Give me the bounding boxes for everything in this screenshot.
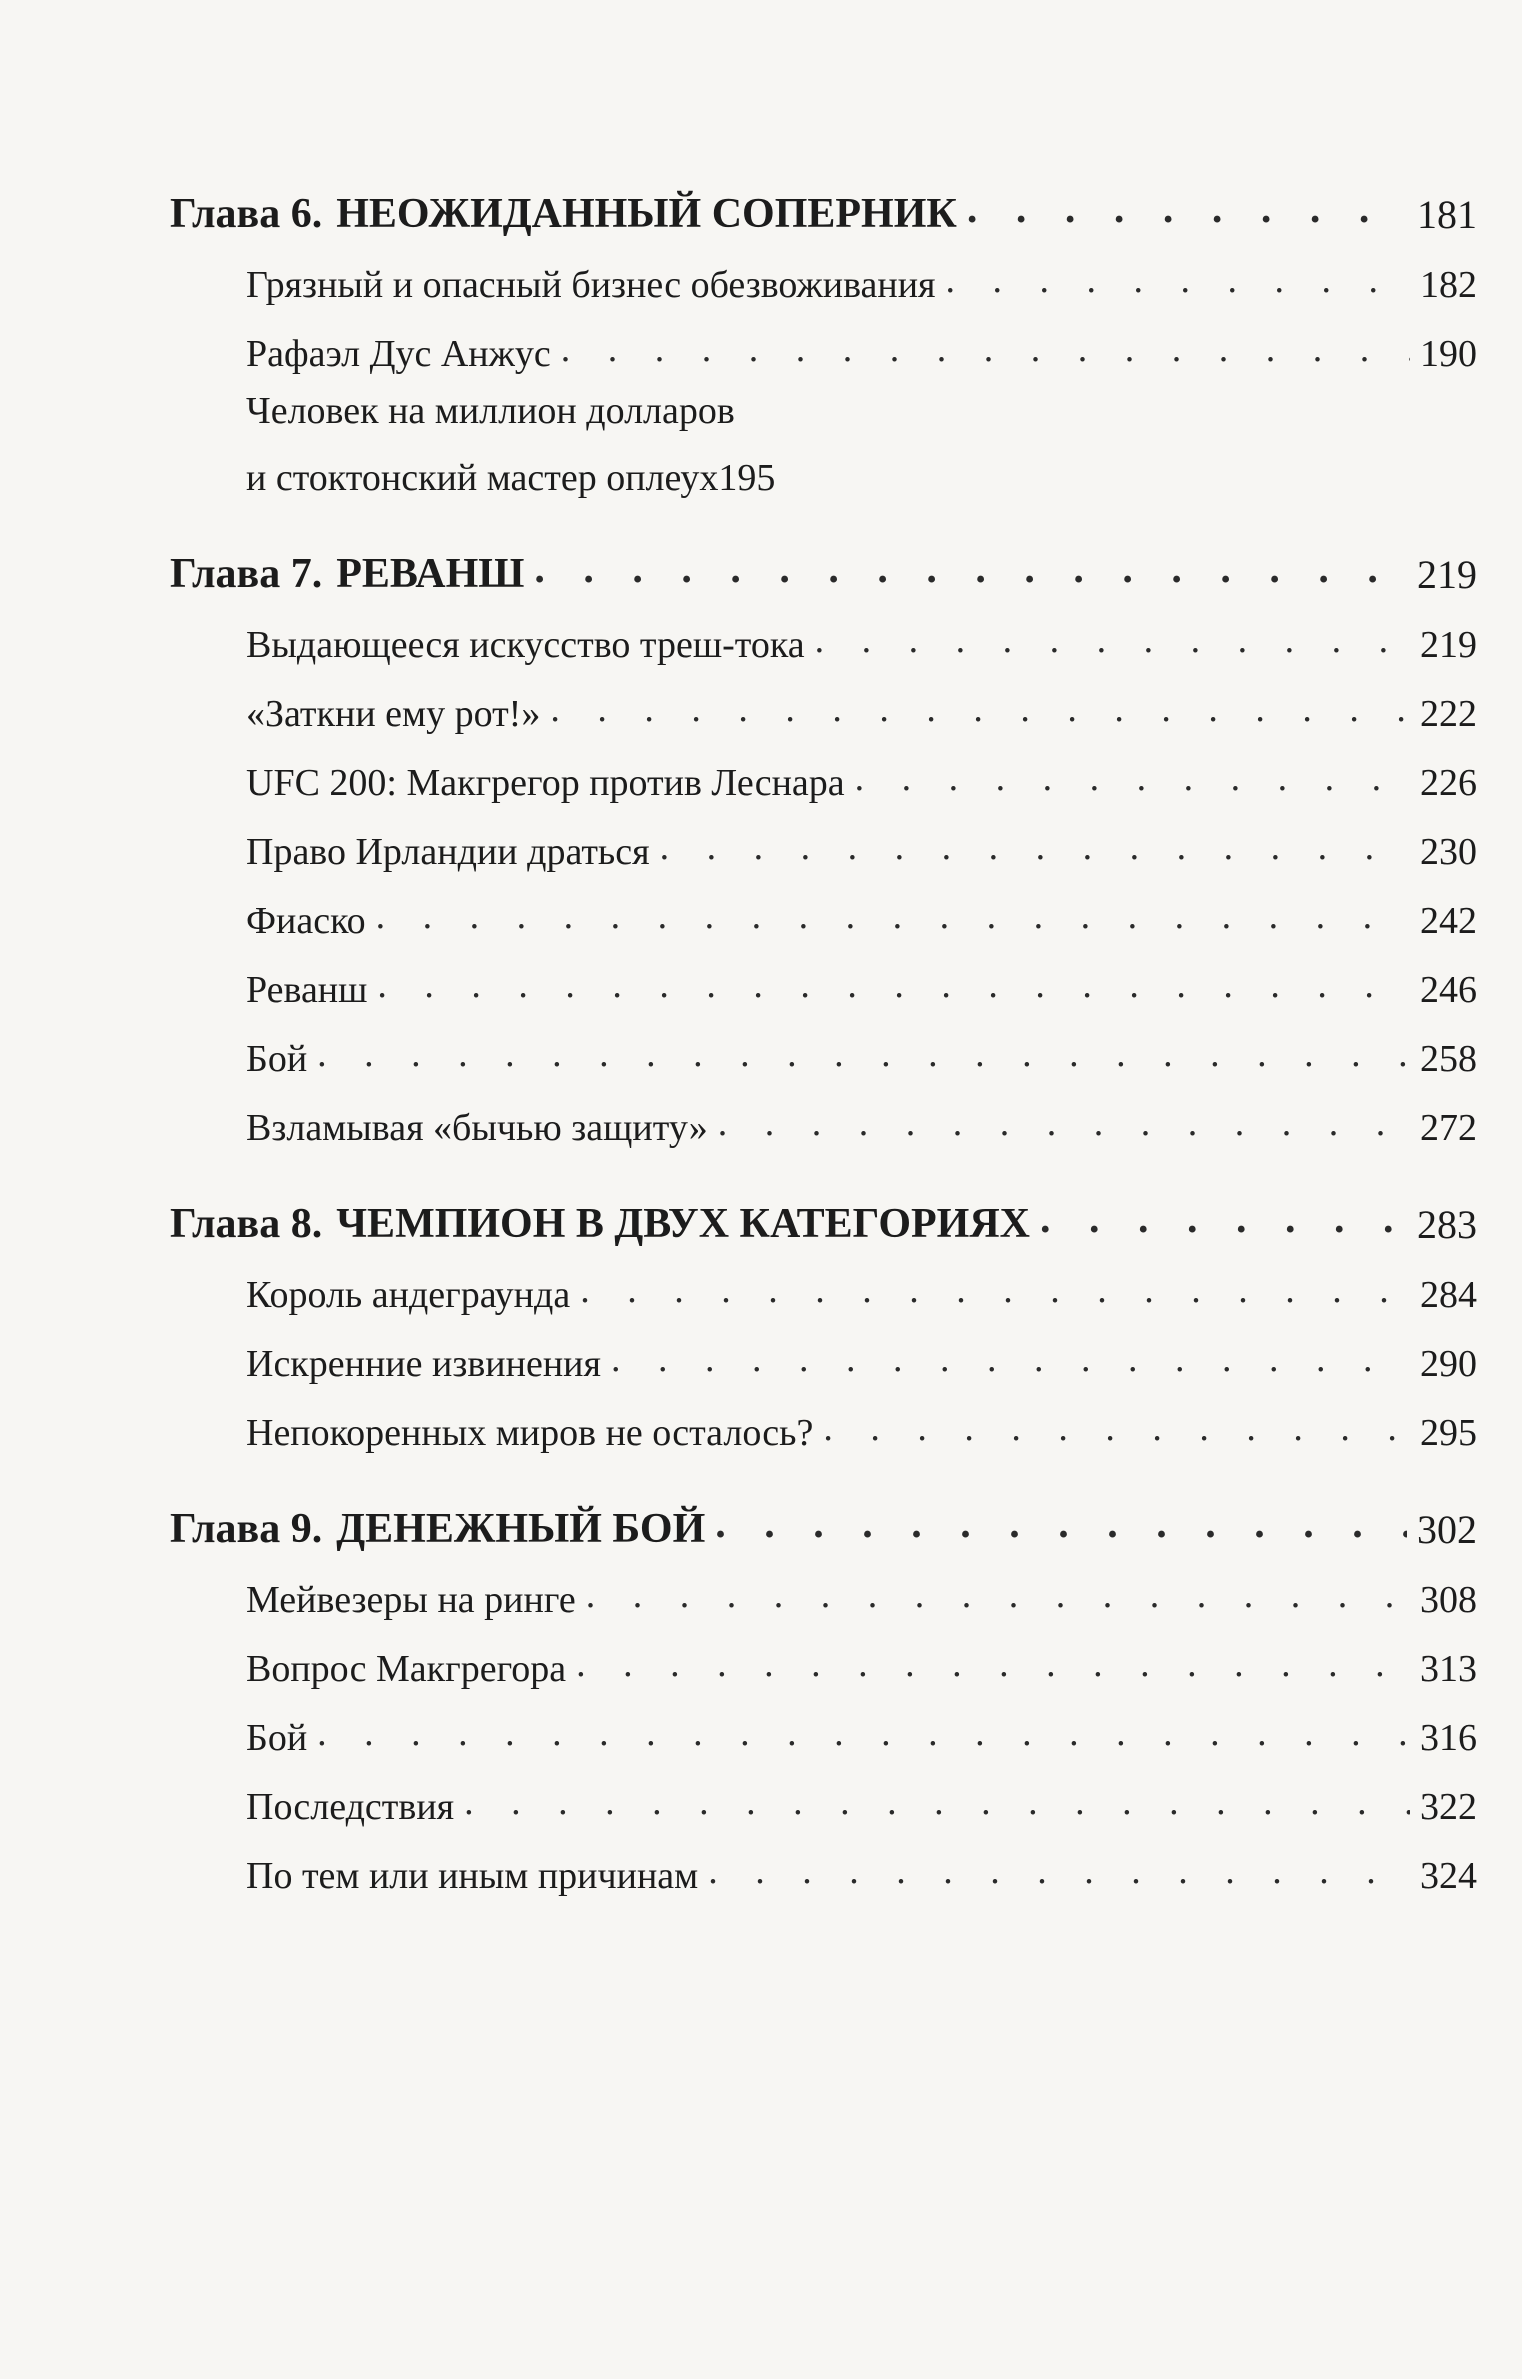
dot-leader xyxy=(317,1714,1410,1760)
dot-leader xyxy=(376,897,1410,943)
dot-leader xyxy=(534,548,1407,598)
toc-entry[interactable] xyxy=(170,667,1477,736)
dot-leader xyxy=(1040,1198,1407,1248)
toc-entry[interactable] xyxy=(170,943,1477,1012)
dot-leader xyxy=(946,261,1410,307)
chapter-6 xyxy=(170,170,1477,500)
entry-title: Последствия xyxy=(246,1786,455,1828)
page-number: 302 xyxy=(1417,1507,1477,1552)
chapter-label: Глава 6. xyxy=(170,191,323,237)
entry-title: Реванш xyxy=(246,969,368,1011)
page-number: 313 xyxy=(1420,1648,1477,1690)
page-number: 219 xyxy=(1420,624,1477,666)
page-number: 181 xyxy=(1417,192,1477,237)
entry-title: «Заткни ему рот!» xyxy=(246,693,541,735)
toc-entry[interactable] xyxy=(170,805,1477,874)
page-number: 290 xyxy=(1420,1343,1477,1385)
chapter-label: Глава 7. xyxy=(170,551,323,597)
dot-leader xyxy=(317,1035,1410,1081)
toc-entry[interactable] xyxy=(170,1622,1477,1691)
page-number: 195 xyxy=(718,457,776,499)
entry-title: По тем или иным причинам xyxy=(246,1855,699,1897)
page-number: 219 xyxy=(1417,552,1477,597)
chapter-heading[interactable] xyxy=(170,1485,1477,1553)
chapter-8 xyxy=(170,1180,1477,1455)
entry-title: Искренние извинения xyxy=(246,1343,601,1385)
chapter-heading[interactable] xyxy=(170,170,1477,238)
chapter-9 xyxy=(170,1485,1477,1898)
dot-leader xyxy=(855,759,1410,805)
toc-entry[interactable] xyxy=(170,1829,1477,1898)
toc-entry[interactable] xyxy=(170,1081,1477,1150)
entry-title: и стоктонский мастер оплеух xyxy=(246,457,719,499)
entry-title-line1: Человек на миллион долларов xyxy=(246,390,735,432)
toc-entry[interactable] xyxy=(170,1386,1477,1455)
entry-title: Мейвезеры на ринге xyxy=(246,1579,576,1621)
page-number: 246 xyxy=(1420,969,1477,1011)
dot-leader xyxy=(576,1645,1410,1691)
page-number: 230 xyxy=(1420,831,1477,873)
chapter-title: НЕОЖИДАННЫЙ СОПЕРНИК xyxy=(336,191,957,237)
chapter-heading[interactable] xyxy=(170,530,1477,598)
entry-title: Взламывая «бычью защиту» xyxy=(246,1107,708,1149)
toc-entry[interactable] xyxy=(170,1553,1477,1622)
toc-entry[interactable] xyxy=(170,1317,1477,1386)
dot-leader xyxy=(580,1271,1410,1317)
dot-leader xyxy=(660,828,1410,874)
toc-entry[interactable] xyxy=(170,1248,1477,1317)
page-number: 295 xyxy=(1420,1412,1477,1454)
toc-entry[interactable] xyxy=(170,1012,1477,1081)
entry-title: UFC 200: Макгрегор против Леснара xyxy=(246,762,845,804)
chapter-7 xyxy=(170,530,1477,1150)
toc-entry[interactable] xyxy=(170,874,1477,943)
dot-leader xyxy=(377,966,1410,1012)
entry-title: Рафаэл Дус Анжус xyxy=(246,333,551,375)
chapter-title: РЕВАНШ xyxy=(336,551,525,597)
entry-title: Фиаско xyxy=(246,900,366,942)
chapter-title: ЧЕМПИОН В ДВУХ КАТЕГОРИЯХ xyxy=(336,1201,1031,1247)
toc-entry[interactable] xyxy=(170,238,1477,307)
toc-entry[interactable] xyxy=(170,598,1477,667)
dot-leader xyxy=(967,188,1407,238)
entry-title: Выдающееся искусство треш-тока xyxy=(246,624,805,666)
dot-leader xyxy=(715,1503,1407,1553)
page-number: 308 xyxy=(1420,1579,1477,1621)
page-number: 222 xyxy=(1420,693,1477,735)
entry-title: Король андеграунда xyxy=(246,1274,571,1316)
dot-leader xyxy=(823,1409,1410,1455)
dot-leader xyxy=(550,690,1410,736)
entry-title: Бой xyxy=(246,1717,308,1759)
page-number: 324 xyxy=(1420,1855,1477,1897)
dot-leader xyxy=(586,1576,1410,1622)
chapter-label: Глава 9. xyxy=(170,1506,323,1552)
entry-title: Вопрос Макгрегора xyxy=(246,1648,567,1690)
chapter-label-wrap xyxy=(170,550,524,598)
entry-title: Непокоренных миров не осталось? xyxy=(246,1412,814,1454)
toc-entry[interactable] xyxy=(170,736,1477,805)
toc-entry[interactable] xyxy=(170,307,1477,376)
page-number: 242 xyxy=(1420,900,1477,942)
page-number: 226 xyxy=(1420,762,1477,804)
toc-entry[interactable] xyxy=(170,1691,1477,1760)
dot-leader xyxy=(464,1783,1410,1829)
entry-title: Право Ирландии драться xyxy=(246,831,650,873)
page-number: 258 xyxy=(1420,1038,1477,1080)
toc-entry[interactable] xyxy=(170,376,1477,500)
dot-leader xyxy=(561,330,1410,376)
entry-title: Грязный и опасный бизнес обезвоживания xyxy=(246,264,936,306)
chapter-label-wrap xyxy=(170,1200,1030,1248)
chapter-title: ДЕНЕЖНЫЙ БОЙ xyxy=(336,1506,706,1552)
entry-title: Бой xyxy=(246,1038,308,1080)
page-number: 182 xyxy=(1420,264,1477,306)
entry-title-row2 xyxy=(246,438,1477,500)
chapter-label: Глава 8. xyxy=(170,1201,323,1247)
page-number: 283 xyxy=(1417,1202,1477,1247)
chapter-label-wrap xyxy=(170,190,957,238)
dot-leader xyxy=(718,1104,1410,1150)
page-number: 190 xyxy=(1420,333,1477,375)
chapter-label-wrap xyxy=(170,1505,705,1553)
dot-leader xyxy=(815,621,1410,667)
toc-entry[interactable] xyxy=(170,1760,1477,1829)
page-number: 322 xyxy=(1420,1786,1477,1828)
dot-leader xyxy=(708,1852,1410,1898)
chapter-heading[interactable] xyxy=(170,1180,1477,1248)
page-number: 284 xyxy=(1420,1274,1477,1316)
page-number: 316 xyxy=(1420,1717,1477,1759)
dot-leader xyxy=(611,1340,1410,1386)
page-number: 272 xyxy=(1420,1107,1477,1149)
